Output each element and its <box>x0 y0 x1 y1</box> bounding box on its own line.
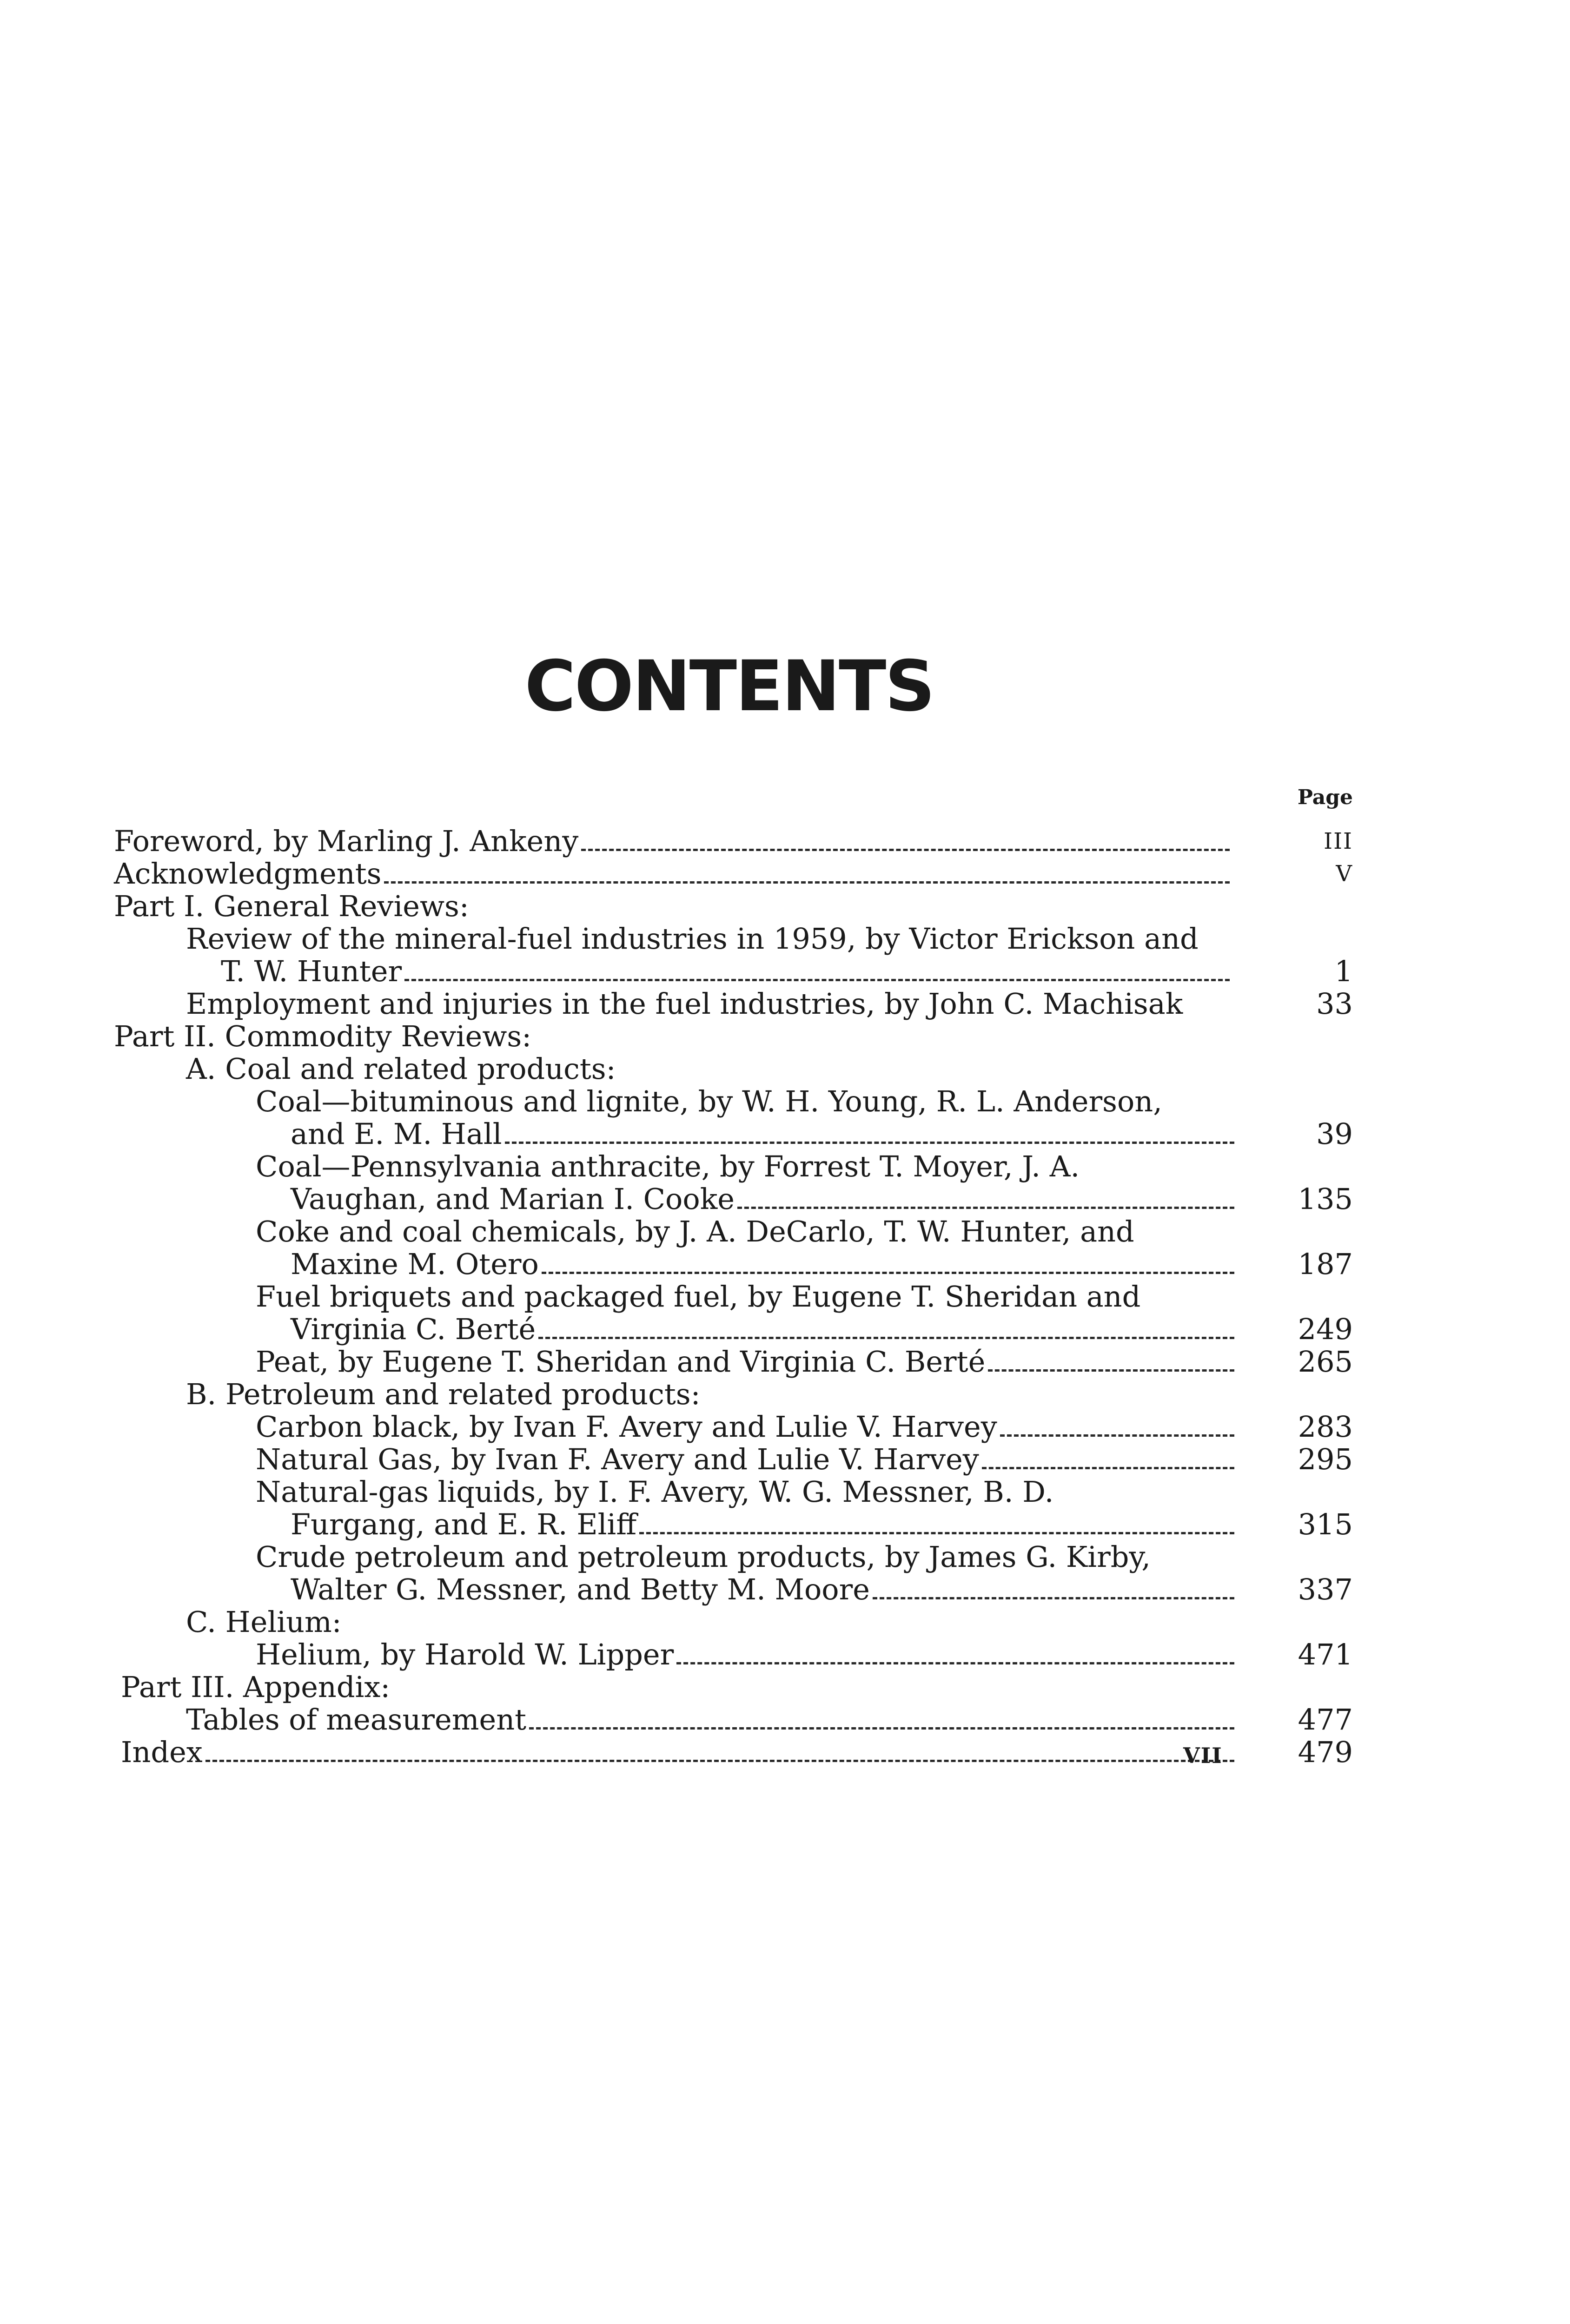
toc-page-number: 471 <box>1298 1637 1353 1671</box>
toc-page-number: 39 <box>1316 1117 1353 1151</box>
toc-entry-label: and E. M. Hall <box>291 1117 502 1151</box>
toc-entry-label: Acknowledgments <box>114 857 382 891</box>
dot-leader <box>982 1446 1234 1469</box>
page-column-header: Page <box>1297 786 1353 809</box>
toc-entry-label: C. Helium: <box>186 1605 342 1639</box>
toc-section-heading <box>0 1606 1570 1638</box>
dot-leader <box>639 1512 1234 1534</box>
toc-page-number: 295 <box>1298 1442 1353 1476</box>
toc-page-number: 33 <box>1316 987 1353 1021</box>
toc-entry-natural-gas[interactable] <box>0 1443 1570 1476</box>
dot-leader <box>581 828 1230 851</box>
toc-entry-label: Natural-gas liquids, by I. F. Avery, W. G. Messner, B. D. <box>256 1475 1054 1509</box>
toc-page-number: 477 <box>1298 1703 1353 1736</box>
toc-page-number: 337 <box>1298 1572 1353 1606</box>
folio-page-number: VII <box>1183 1743 1223 1768</box>
toc-page-number: 315 <box>1298 1507 1353 1541</box>
toc-entry-label: A. Coal and related products: <box>186 1052 616 1086</box>
toc-entry-foreword[interactable] <box>0 825 1570 858</box>
toc-entry-continued <box>0 1085 1570 1118</box>
toc-section-heading <box>0 1053 1570 1085</box>
dot-leader <box>404 958 1230 981</box>
toc-entry-coke[interactable] <box>0 1248 1570 1281</box>
toc-entry-label: Foreword, by Marling J. Ankeny <box>114 824 579 858</box>
toc-entry-label: Coke and coal chemicals, by J. A. DeCarlo, T. W. Hunter, and <box>256 1215 1134 1248</box>
dot-leader <box>676 1642 1234 1664</box>
toc-entry-helium[interactable] <box>0 1638 1570 1671</box>
toc-entry-label: Maxine M. Otero <box>291 1247 539 1281</box>
toc-page-number: 479 <box>1298 1735 1353 1769</box>
toc-section-heading <box>0 1378 1570 1411</box>
toc-entry-label: Index <box>121 1735 203 1769</box>
toc-entry-index[interactable] <box>0 1736 1570 1769</box>
dot-leader <box>505 1121 1234 1144</box>
toc-entry-continued <box>0 1281 1570 1313</box>
toc-entry-label: Part I. General Reviews: <box>114 889 469 923</box>
toc-entry-employment[interactable] <box>0 988 1570 1020</box>
toc-entry-coal-bituminous[interactable] <box>0 1118 1570 1150</box>
toc-page-number: III <box>1324 828 1353 854</box>
toc-entry-review[interactable] <box>0 955 1570 988</box>
toc-entry-carbon-black[interactable] <box>0 1411 1570 1443</box>
dot-leader <box>529 1707 1234 1730</box>
toc-entry-label: B. Petroleum and related products: <box>186 1377 701 1411</box>
toc-part-heading <box>0 1671 1570 1703</box>
toc-entry-label: Furgang, and E. R. Eliff <box>291 1507 637 1541</box>
toc-entry-continued <box>0 1541 1570 1573</box>
toc-entry-continued <box>0 1476 1570 1508</box>
toc-entry-label: Employment and injuries in the fuel industries, by John C. Machisak <box>186 987 1183 1021</box>
toc-entry-label: Walter G. Messner, and Betty M. Moore <box>291 1572 870 1606</box>
toc-entry-continued <box>0 1150 1570 1183</box>
toc-entry-label: Peat, by Eugene T. Sheridan and Virginia C. Berté <box>256 1345 986 1379</box>
dot-leader <box>1000 1414 1234 1437</box>
toc-entry-label: Helium, by Harold W. Lipper <box>256 1637 674 1671</box>
toc-entry-label: Part III. Appendix: <box>121 1670 391 1704</box>
toc-entry-label: Carbon black, by Ivan F. Avery and Lulie V. Harvey <box>256 1410 997 1444</box>
toc-page-number: V <box>1336 861 1353 887</box>
toc-entry-crude-petroleum[interactable] <box>0 1573 1570 1606</box>
toc-entry-acknowledgments[interactable] <box>0 858 1570 890</box>
toc-entry-label: T. W. Hunter <box>221 954 402 988</box>
toc-page-number: 249 <box>1298 1312 1353 1346</box>
dot-leader <box>542 1251 1234 1274</box>
toc-entry-continued <box>0 923 1570 955</box>
toc-page-number: 187 <box>1298 1247 1353 1281</box>
page-title: CONTENTS <box>524 646 934 727</box>
toc-page-number: 283 <box>1298 1410 1353 1444</box>
toc-part-heading <box>0 890 1570 923</box>
toc-page-number: 265 <box>1298 1345 1353 1379</box>
toc-entry-label: Crude petroleum and petroleum products, by James G. Kirby, <box>256 1540 1151 1574</box>
toc-entry-peat[interactable] <box>0 1346 1570 1378</box>
toc-entry-label: Fuel briquets and packaged fuel, by Eugene T. Sheridan and <box>256 1280 1141 1314</box>
toc-entry-label: Part II. Commodity Reviews: <box>114 1019 532 1053</box>
toc-page-number: 135 <box>1298 1182 1353 1216</box>
dot-leader <box>873 1577 1234 1599</box>
dot-leader <box>384 861 1230 884</box>
toc-part-heading <box>0 1020 1570 1053</box>
dot-leader <box>538 1316 1234 1339</box>
toc-entry-continued <box>0 1215 1570 1248</box>
toc-entry-label: Virginia C. Berté <box>291 1312 536 1346</box>
toc-entry-tables[interactable] <box>0 1703 1570 1736</box>
dot-leader <box>988 1349 1234 1372</box>
toc-entry-label: Natural Gas, by Ivan F. Avery and Lulie V. Harvey <box>256 1442 979 1476</box>
toc-page-number: 1 <box>1334 954 1353 988</box>
toc-entry-label: Coal—bituminous and lignite, by W. H. Young, R. L. Anderson, <box>256 1084 1162 1118</box>
toc-entry-natural-gas-liquids[interactable] <box>0 1508 1570 1541</box>
dot-leader <box>737 1186 1234 1209</box>
toc-entry-label: Tables of measurement <box>186 1703 527 1736</box>
toc-entry-label: Review of the mineral-fuel industries in 1959, by Victor Erickson and <box>186 922 1199 956</box>
toc-entry-label: Vaughan, and Marian I. Cooke <box>291 1182 735 1216</box>
toc-entry-coal-anthracite[interactable] <box>0 1183 1570 1215</box>
toc-entry-label: Coal—Pennsylvania anthracite, by Forrest T. Moyer, J. A. <box>256 1149 1080 1183</box>
toc-entry-briquets[interactable] <box>0 1313 1570 1346</box>
dot-leader <box>205 1739 1234 1762</box>
